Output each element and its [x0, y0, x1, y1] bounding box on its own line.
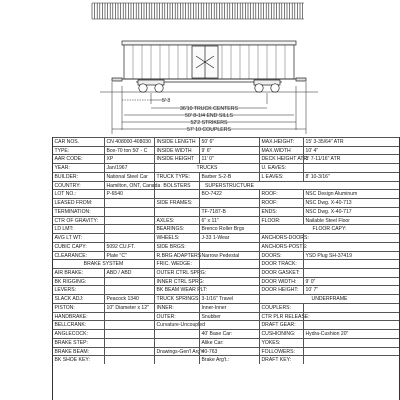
dim-end-sills: 50' 8-1/4 END SILLS [185, 112, 233, 119]
spec-value: 10" Diameter x 12" [104, 304, 154, 312]
car-side-view [100, 41, 318, 92]
spec-value [104, 286, 154, 294]
spec-label: SIDE BRGS: [154, 243, 199, 251]
spec-value: 5092 CU.FT. [104, 243, 154, 251]
spec-label: LEASED FROM: [54, 200, 93, 207]
spec-row [53, 172, 399, 181]
spec-label: BEARINGS: [154, 225, 199, 233]
spec-label: DRAFT GEAR: [259, 321, 303, 329]
spec-label: COUPLERS: [259, 304, 303, 312]
spec-value [303, 356, 399, 364]
spec-row [53, 207, 399, 216]
spec-value: 11' 0" [199, 155, 259, 163]
spec-label: PISTON: [54, 304, 75, 311]
spec-label: ANGLECOCK: [54, 331, 88, 338]
spec-label [154, 330, 199, 338]
spec-label: R.BRG ADAPTERS [154, 252, 199, 260]
spec-value: P-6540 [104, 190, 154, 198]
spec-label [154, 356, 199, 364]
dim-truck-centers: 36'10 TRUCK CENTERS [180, 105, 238, 112]
spec-label: YEAR: [54, 165, 70, 172]
spec-value: Snubber [199, 313, 259, 321]
spec-value [104, 356, 154, 364]
spec-value [104, 225, 154, 233]
spec-label: COUNTRY: [54, 182, 81, 189]
spec-value [199, 321, 259, 329]
spec-label: CAR NOS. [54, 139, 80, 145]
spec-label: BRAKE STEP: [54, 339, 88, 346]
spec-row [53, 163, 399, 172]
spec-label: CLEARANCE: [54, 252, 88, 259]
spec-value [303, 269, 399, 277]
spec-section-header: FLOOR CAPY: [259, 225, 399, 233]
coupler-left [112, 78, 122, 81]
spec-value: 10' 7" [303, 286, 399, 294]
spec-section-header: UNDERFRAME [259, 295, 399, 303]
truck-left [138, 80, 164, 92]
spec-value [199, 269, 259, 277]
spec-value: 40' Base Car: [199, 330, 259, 338]
spec-value: Hydra-Cushion 20" [303, 330, 399, 338]
spec-value: TF-7187-B [199, 208, 259, 216]
spec-label: BUILDER: [54, 173, 78, 180]
spec-label: DOORS: [259, 252, 303, 260]
spec-label: WHEELS: [154, 234, 199, 242]
spec-label: DOOR GASKET: [259, 269, 303, 277]
spec-value: National Steel Car [104, 173, 154, 181]
spec-row [53, 268, 399, 277]
spec-value: Barber S-2-B [199, 173, 259, 181]
spec-value: YSD Plug SH-37419 [303, 252, 399, 260]
spec-value: 15' 3-35/64" ATR [303, 138, 399, 146]
spec-label: FOLLOWERS: [259, 348, 303, 356]
spec-value [104, 208, 154, 216]
spec-row [53, 137, 399, 146]
spec-value: FRIC. WEDGE: [154, 260, 199, 268]
spec-value: Hamilton, ONT, Canada [104, 182, 154, 190]
spec-label: LD LMT: [54, 226, 74, 233]
spec-value [104, 321, 154, 329]
spec-label: ROOF: [259, 199, 303, 207]
spec-label: OUTER: [154, 313, 199, 321]
spec-value [104, 330, 154, 338]
spec-label: Drawings-Gen'l Arg't: [154, 348, 199, 356]
spec-value: 9' 0" [303, 278, 399, 286]
spec-value [199, 278, 259, 286]
dim-strikers: 52'2 STRIKERS [190, 119, 228, 126]
spec-label: INSIDE WIDTH [154, 147, 199, 155]
spec-label: BRAKE BEAM: [54, 348, 90, 355]
spec-label [154, 190, 199, 198]
spec-value: J-33 1-Wear [199, 234, 259, 242]
spec-value: U. EAVES: [259, 164, 303, 172]
dim-couplers: 57' 10 COUPLERS [187, 126, 231, 133]
spec-label: ENDS: [259, 208, 303, 216]
spec-label: CUBIC CAPY: [54, 243, 87, 250]
spec-value: 3' 7-11/16" ATR [303, 155, 399, 163]
spec-label: SIDE FRAMES: [154, 199, 199, 207]
spec-value [104, 339, 154, 347]
roof-plan-view [92, 3, 304, 19]
spec-value: Brenco Roller Brgs [199, 225, 259, 233]
spec-value: Inner-Inner [199, 304, 259, 312]
spec-value [303, 339, 399, 347]
spec-row [53, 312, 399, 321]
spec-value [104, 217, 154, 225]
spec-row [53, 277, 399, 286]
spec-label: INSIDE LENGTH [154, 138, 199, 146]
spec-label: DOOR HEIGHT: [259, 286, 303, 294]
spec-row [53, 216, 399, 225]
spec-row [53, 294, 399, 303]
spec-value: NSC Design Aluminum [303, 190, 399, 198]
spec-label: TERMINATION: [54, 208, 91, 215]
spec-value [104, 278, 154, 286]
spec-value: Box-70 ton 50' - C [104, 147, 154, 155]
spec-value [104, 234, 154, 242]
spec-row [53, 303, 399, 312]
spec-label [303, 164, 399, 172]
spec-label: INSIDE HEIGHT [154, 155, 199, 163]
spec-label: CTR PLR RELEASE: [259, 313, 303, 321]
coupler-right [296, 78, 306, 81]
spec-label: OUTER CTRL SPRG: [154, 269, 199, 277]
spec-row [53, 355, 399, 364]
spec-label: BK RIGGING: [54, 278, 87, 285]
spec-label [154, 208, 199, 216]
spec-label: ANCHORS-DOORS: [259, 234, 303, 242]
spec-value: Brake Arg't.: [199, 356, 259, 364]
spec-label: BELLCRANK: [54, 322, 87, 329]
spec-value: 8' 10-3/16" [303, 173, 399, 181]
spec-value: ABD / ABD [104, 269, 154, 277]
spec-value: DOOR TRACK: [259, 260, 303, 268]
spec-label: L EAVES: [259, 173, 303, 181]
spec-value: BO-7422 [199, 190, 259, 198]
spec-value [303, 313, 399, 321]
spec-value [199, 199, 259, 207]
spec-label: YOKES: [259, 339, 303, 347]
spec-label: DRAFT KEY: [259, 356, 303, 364]
spec-section-header: TRUCKS [154, 164, 259, 172]
spec-value: 3-1/16" Travel [199, 295, 259, 303]
spec-label: ROOF: [259, 190, 303, 198]
spec-row [53, 320, 399, 329]
truck-right [254, 80, 280, 92]
spec-value: Jan/1967 [104, 164, 154, 172]
spec-label: AAR CODE: [54, 156, 83, 163]
spec-value [303, 321, 399, 329]
spec-row [53, 154, 399, 163]
spec-value [104, 313, 154, 321]
spec-value: NSC Dwg. X-40-717 [303, 208, 399, 216]
spec-label: AIR BRAKE: [54, 270, 84, 277]
spec-label: LOT NO.: [54, 191, 77, 198]
spec-label: INNER: [154, 304, 199, 312]
spec-row [53, 181, 399, 190]
spec-value: NSC Dwg. X-40-713 [303, 199, 399, 207]
spec-label: CTR OF GRAVITY: [54, 217, 98, 224]
spec-value: Peacock 1340 [104, 295, 154, 303]
spec-value [104, 199, 154, 207]
spec-row [53, 251, 399, 260]
spec-row [53, 146, 399, 155]
spec-row [53, 347, 399, 356]
spec-label: HANDBRAKE: [54, 313, 88, 320]
spec-value: Alike Car: [199, 339, 259, 347]
spec-value: 50' 6" [199, 138, 259, 146]
spec-value: 10' 4" [303, 147, 399, 155]
spec-value: CN 408000-408030 [104, 138, 154, 146]
spec-value [199, 243, 259, 251]
spec-label: BK BEAM WEAR PLT: [154, 286, 199, 294]
spec-label: AXLES: [154, 217, 199, 225]
spec-value: 6" x 11" [199, 217, 259, 225]
spec-label [154, 339, 199, 347]
car-elevation-drawing [0, 0, 400, 138]
spec-value [303, 243, 399, 251]
spec-label: SLACK ADJ: [54, 296, 84, 303]
spec-section-header: BOLSTERS [154, 182, 199, 190]
spec-value [199, 286, 259, 294]
spec-value [303, 234, 399, 242]
spec-value: Narrow Pedestal [199, 252, 259, 260]
spec-label: Curvature-Uncoupled [154, 321, 199, 329]
spec-value [303, 348, 399, 356]
spec-row [53, 329, 399, 338]
spec-section-header: BRAKE SYSTEM [83, 261, 124, 268]
spec-label: MAX.WIDTH [259, 147, 303, 155]
spec-value [104, 348, 154, 356]
spec-label: TYPE: [54, 147, 70, 154]
spec-value: 40-763 [199, 348, 259, 356]
spec-label: TRUCK TYPE: [154, 173, 199, 181]
spec-label: BK SHOE KEY: [54, 357, 90, 364]
spec-label: LEVERS: [54, 287, 77, 294]
spec-label: DECK HEIGHT ATR: [259, 155, 303, 163]
spec-value: Plate "C" [104, 252, 154, 260]
spec-label: ANCHORS-POSTS: [259, 243, 303, 251]
spec-row [53, 233, 399, 242]
spec-row [53, 285, 399, 294]
spec-label: TRUCK SPRINGS: [154, 295, 199, 303]
spec-value: XP [104, 155, 154, 163]
spec-label: DOOR WIDTH: [259, 278, 303, 286]
spec-row [53, 242, 399, 251]
spec-row [53, 224, 399, 233]
dim-overhang: 5' 8 [162, 98, 171, 104]
spec-label: AVG LT WT: [54, 235, 82, 242]
spec-value [303, 304, 399, 312]
spec-table [52, 137, 400, 400]
spec-row [53, 338, 399, 347]
spec-row [53, 189, 399, 198]
spec-row [53, 198, 399, 207]
spec-row [53, 259, 399, 268]
spec-label: FLOOR: [259, 217, 303, 225]
spec-value: Nailable Steel Floor [303, 217, 399, 225]
spec-section-header: SUPERSTRUCTURE [199, 182, 259, 190]
spec-label: INNER CTRL SPRG: [154, 278, 199, 286]
spec-label: CUSHIONING: [259, 330, 303, 338]
spec-value: 9' 6" [199, 147, 259, 155]
spec-label [303, 260, 399, 268]
spec-label [199, 260, 259, 268]
spec-label: MAX.HEIGHT: [259, 138, 303, 146]
